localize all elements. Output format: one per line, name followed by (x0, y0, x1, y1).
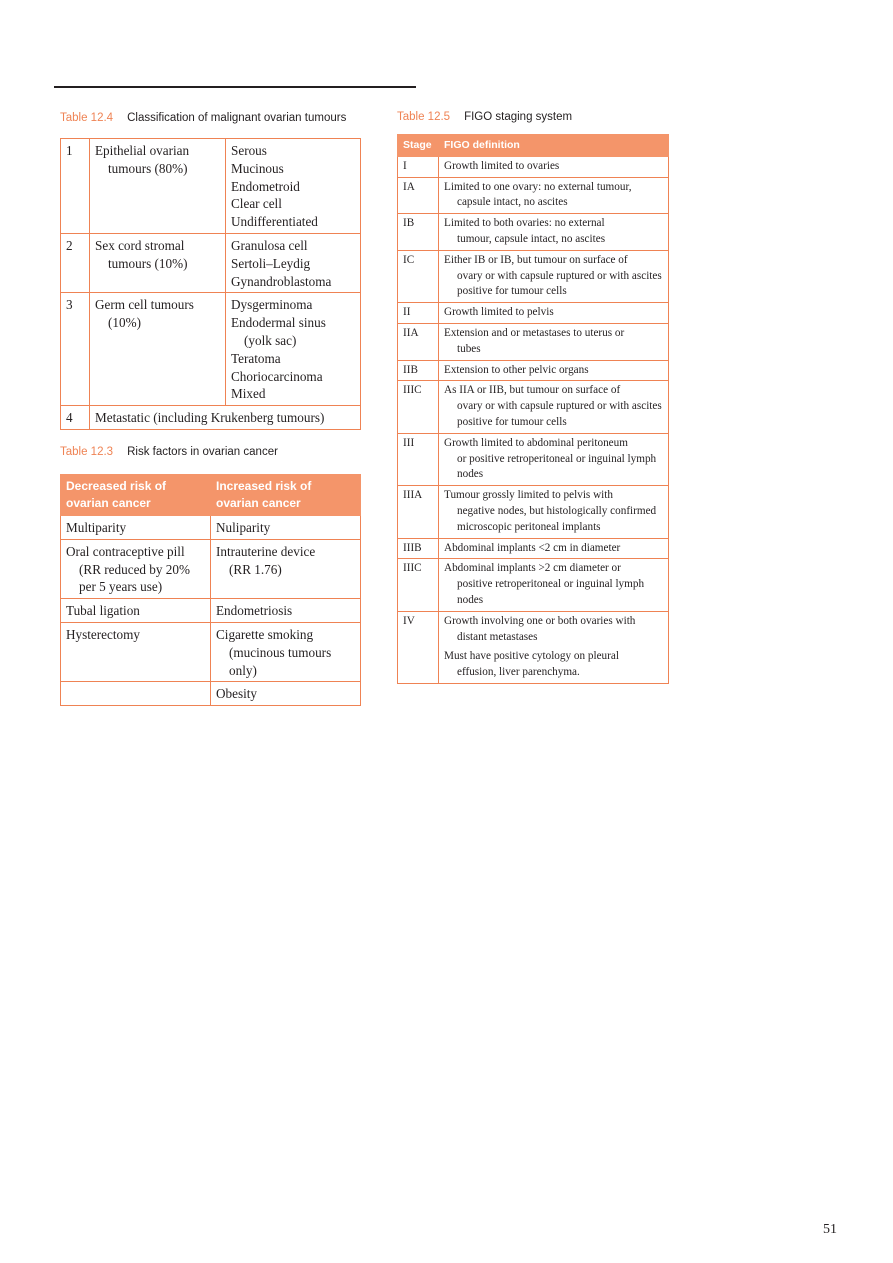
category-label-cont: (10%) (108, 315, 141, 331)
row-number: 2 (61, 233, 90, 292)
table-12-5-caption (397, 111, 572, 123)
table-row (61, 516, 361, 540)
tumour-type: Mixed (231, 386, 266, 402)
table-12-3-caption (60, 446, 278, 458)
definition-text: Limited to both ovaries: no external (444, 217, 605, 230)
stage-cell: I (398, 156, 439, 177)
table-title: FIGO staging system (464, 111, 573, 123)
cell-text: Cigarette smoking (216, 626, 314, 642)
column-header: Increased risk of ovarian cancer (211, 475, 361, 516)
stage-cell: IIIB (398, 538, 439, 559)
table-row (398, 214, 669, 251)
definition-cell (439, 381, 669, 433)
definition-text-cont: capsule intact, no ascites (457, 196, 568, 209)
stage-cell: IIB (398, 360, 439, 381)
table-row (398, 559, 669, 611)
top-rule (54, 86, 416, 88)
tumour-type: Choriocarcinoma (231, 368, 323, 384)
definition-cell (439, 360, 669, 381)
page-number: 51 (823, 1222, 837, 1237)
tumour-type: Teratoma (231, 350, 281, 366)
definition-text: Growth involving one or both ovaries with (444, 614, 636, 627)
definition-cell (439, 538, 669, 559)
row-number: 1 (61, 139, 90, 234)
stage-cell: IIIC (398, 559, 439, 611)
table-row (61, 682, 361, 706)
definition-cell (439, 303, 669, 324)
increased-cell (211, 539, 361, 598)
definition-cell (439, 177, 669, 214)
stage-cell: IC (398, 250, 439, 302)
tumour-type: Granulosa cell (231, 237, 308, 253)
decreased-cell: Multiparity (61, 516, 211, 540)
column-header: FIGO definition (439, 135, 669, 157)
definition-cell (439, 214, 669, 251)
table-row (398, 303, 669, 324)
header-row (61, 475, 361, 516)
types-cell (226, 293, 361, 406)
table-12-5 (397, 134, 669, 684)
definition-text-cont: distant metastases (457, 630, 538, 643)
category-cell (90, 139, 226, 234)
table-row (398, 611, 669, 683)
table-row (398, 323, 669, 360)
row-number: 4 (61, 406, 90, 430)
decreased-cell: Tubal ligation (61, 599, 211, 623)
definition-text: Extension to other pelvic organs (444, 363, 589, 376)
tumour-type: Endometroid (231, 178, 300, 194)
definition-text: Tumour grossly limited to pelvis with (444, 489, 613, 502)
increased-cell (211, 622, 361, 681)
definition-text: Growth limited to pelvis (444, 306, 554, 319)
definition-text: Either IB or IB, but tumour on surface of (444, 253, 628, 266)
definition-cell (439, 323, 669, 360)
stage-cell: IIIC (398, 381, 439, 433)
table-number: Table 12.3 (60, 446, 114, 458)
definition-text: Abdominal implants >2 cm diameter or (444, 562, 621, 575)
stage-cell: IV (398, 611, 439, 683)
table-row (398, 360, 669, 381)
table-row (61, 539, 361, 598)
table-row (61, 293, 361, 406)
definition-cell (439, 433, 669, 485)
column-header: Stage (398, 135, 439, 157)
tumour-type: Dysgerminoma (231, 297, 313, 313)
increased-cell: Obesity (211, 682, 361, 706)
decreased-cell (61, 539, 211, 598)
definition-cell (439, 156, 669, 177)
stage-cell: IIA (398, 323, 439, 360)
table-title: Classification of malignant ovarian tumours (127, 112, 347, 124)
category-cell (90, 233, 226, 292)
table-row (398, 486, 669, 538)
definition-cell (439, 486, 669, 538)
definition-text: Growth limited to abdominal peritoneum (444, 436, 628, 449)
table-row (61, 599, 361, 623)
definition-text: As IIA or IIB, but tumour on surface of (444, 384, 621, 397)
category-label: Epithelial ovarian (95, 143, 190, 158)
definition-text-cont: tumour, capsule intact, no ascites (457, 232, 606, 245)
cell-text: Oral contraceptive pill (66, 543, 185, 559)
cell-text-cont: (RR reduced by 20% per 5 years use) (79, 561, 190, 595)
table-row (61, 233, 361, 292)
table-row (61, 139, 361, 234)
definition-cell (439, 611, 669, 683)
tumour-type: Sertoli–Leydig (231, 255, 311, 271)
definition-text-cont: ovary or with capsule ruptured or with ascites positive for tumour cells (457, 269, 662, 298)
definition-text: Limited to one ovary: no external tumour, (444, 180, 632, 193)
stage-cell: II (398, 303, 439, 324)
tumour-type: Serous (231, 143, 267, 158)
tumour-type: Mucinous (231, 160, 284, 176)
decreased-cell: Hysterectomy (61, 622, 211, 681)
definition-text: Abdominal implants <2 cm in diameter (444, 541, 621, 554)
definition-cell (439, 559, 669, 611)
decreased-cell (61, 682, 211, 706)
cell-text: Intrauterine device (216, 543, 316, 559)
stage-cell: IA (398, 177, 439, 214)
definition-text-cont: effusion, liver parenchyma. (457, 666, 580, 679)
category-label-cont: tumours (80%) (108, 160, 188, 176)
category-label: Germ cell tumours (95, 297, 194, 313)
definition-text-cont: positive retroperitoneal or inguinal lymph nodes (457, 578, 645, 606)
header-row (398, 135, 669, 157)
increased-cell: Endometriosis (211, 599, 361, 623)
table-row (398, 381, 669, 433)
table-row (398, 177, 669, 214)
tumour-type: Endodermal sinus (231, 315, 326, 331)
table-row (61, 406, 361, 430)
definition-text-cont: or positive retroperitoneal or inguinal lymph nodes (457, 452, 657, 481)
table-title: Risk factors in ovarian cancer (127, 446, 278, 458)
stage-cell: IB (398, 214, 439, 251)
table-12-4 (60, 138, 361, 430)
tumour-type: Undifferentiated (231, 214, 318, 230)
types-cell (226, 139, 361, 234)
stage-cell: III (398, 433, 439, 485)
increased-cell: Nuliparity (211, 516, 361, 540)
table-number: Table 12.5 (397, 111, 451, 123)
types-cell (226, 233, 361, 292)
table-12-3 (60, 474, 361, 706)
table-row (61, 622, 361, 681)
definition-text-cont: negative nodes, but histologically confirmed microscopic peritoneal implants (457, 504, 657, 533)
table-row (398, 538, 669, 559)
category-label: Sex cord stromal (95, 237, 185, 253)
table-row (398, 250, 669, 302)
figo-rows (398, 156, 669, 683)
cell-text-cont: (RR 1.76) (229, 561, 282, 577)
definition-text: Must have positive cytology on pleural (444, 650, 619, 663)
table-row (398, 433, 669, 485)
table-number: Table 12.4 (60, 112, 114, 124)
stage-cell: IIIA (398, 486, 439, 538)
category-label-cont: tumours (10%) (108, 255, 188, 271)
definition-text: Growth limited to ovaries (444, 159, 560, 172)
category-cell (90, 293, 226, 406)
definition-cell (439, 250, 669, 302)
table-row (398, 156, 669, 177)
tumour-type: (yolk sac) (244, 332, 297, 348)
definition-text-cont: tubes (457, 342, 481, 355)
cell-text-cont: (mucinous tumours only) (229, 644, 332, 678)
definition-text: Extension and or metastases to uterus or (444, 326, 625, 339)
tumour-type: Clear cell (231, 196, 282, 212)
tumour-type: Gynandroblastoma (231, 273, 332, 289)
category-cell: Metastatic (including Krukenberg tumours) (90, 406, 361, 430)
definition-text-cont: ovary or with capsule ruptured or with ascites positive for tumour cells (457, 400, 662, 428)
row-number: 3 (61, 293, 90, 406)
table-12-4-caption (60, 112, 346, 124)
column-header: Decreased risk of ovarian cancer (61, 475, 211, 516)
